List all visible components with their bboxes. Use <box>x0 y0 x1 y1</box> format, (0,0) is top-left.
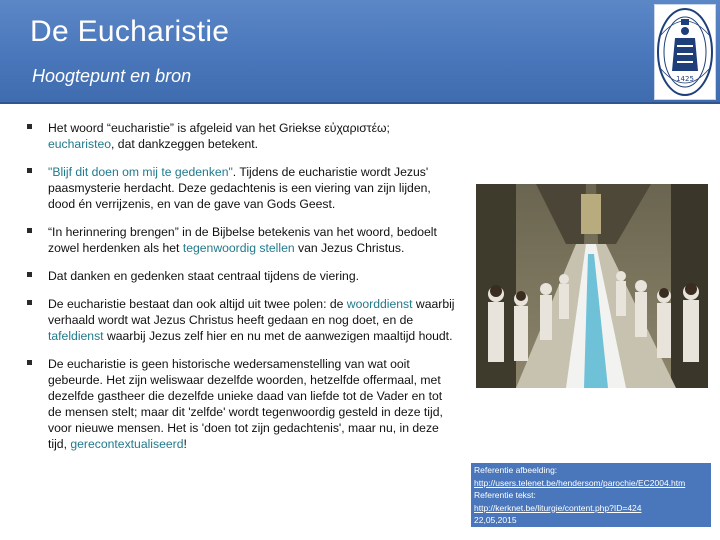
bullet-marker-icon <box>27 124 32 129</box>
seal-year: 1425 <box>676 75 694 83</box>
highlighted-term: tegenwoordig stellen <box>182 241 295 255</box>
reference-text-link[interactable]: http://kerknet.be/liturgie/content.php?ID=424 <box>474 502 642 513</box>
reference-image-link[interactable]: http://users.telenet.be/hendersom/parochie/EC2004.htm <box>474 477 686 488</box>
highlighted-term: woorddienst <box>346 297 413 311</box>
bullet-text: ! <box>183 437 187 451</box>
bullet-text: waarbij Jezus zelf hier en nu met de aanwezigen maaltijd houdt. <box>103 329 453 343</box>
bullet-text: . Tijdens de eucharistie wordt Jezus' paasmysterie herdacht. Deze gedachtenis is een viering van zijn lijden, dood én verrijzenis, en van de gave van Gods Geest. <box>48 165 431 211</box>
bullet-item <box>26 296 456 344</box>
bullet-marker-icon <box>27 168 32 173</box>
bullet-item <box>26 268 456 284</box>
reference-text-label: Referentie tekst: <box>474 490 536 500</box>
bullet-item <box>26 356 456 452</box>
bullet-list <box>26 120 456 464</box>
bullet-marker-icon <box>27 300 32 305</box>
bullet-text: De eucharistie bestaat dan ook altijd uit twee polen: de <box>48 297 347 311</box>
reference-date: 22,05,2015 <box>474 515 517 525</box>
church-photo <box>476 184 708 388</box>
bullet-item <box>26 164 456 212</box>
bullet-marker-icon <box>27 360 32 365</box>
bullet-marker-icon <box>27 228 32 233</box>
reference-box <box>471 463 711 527</box>
bullet-marker-icon <box>27 272 32 277</box>
highlighted-term: gerecontextualiseerd <box>70 437 184 451</box>
bullet-text: Dat danken en gedenken staat centraal tijdens de viering. <box>48 269 359 283</box>
slide-title: De Eucharistie <box>30 15 230 48</box>
bullet-text: “In herinnering brengen” in de Bijbelse betekenis van het woord, bedoelt zowel herdenken als het <box>48 225 437 255</box>
highlighted-term: "Blijf dit doen om mij te gedenken" <box>48 165 233 179</box>
highlighted-term: tafeldienst <box>48 329 104 343</box>
highlighted-term: eucharisteo <box>48 137 112 151</box>
bullet-text: waarbij verhaald wordt wat Jezus Christus heeft gedaan en nog doet, en de <box>48 297 455 327</box>
bullet-text: De eucharistie is geen historische wedersamenstelling van wat ooit gebeurde. Het zijn weliswaar dezelfde woorden, hetzelfde offermaal, met dezelfde gastheer die dezelfde unieke daad van liefde tot de Vader en tot de mensen stelt; maar dit 'zelfde' wordt tegenwoordig gesteld in deze tijd, voor nieuwe mensen. Het is 'doen tot zijn gedachtenis', maar nu, in deze tijd, <box>48 357 443 451</box>
bullet-text: van Jezus Christus. <box>294 241 405 255</box>
bullet-item <box>26 120 456 152</box>
slide-subtitle: Hoogtepunt en bron <box>32 66 192 86</box>
bullet-text: Het woord “eucharistie” is afgeleid van het Griekse εὐχαριστέω; <box>48 121 390 135</box>
reference-image-label: Referentie afbeelding: <box>474 465 558 475</box>
bullet-item <box>26 224 456 256</box>
university-seal-logo <box>654 4 716 100</box>
bullet-text: , dat dankzeggen betekent. <box>111 137 259 151</box>
slide-header <box>0 0 720 104</box>
